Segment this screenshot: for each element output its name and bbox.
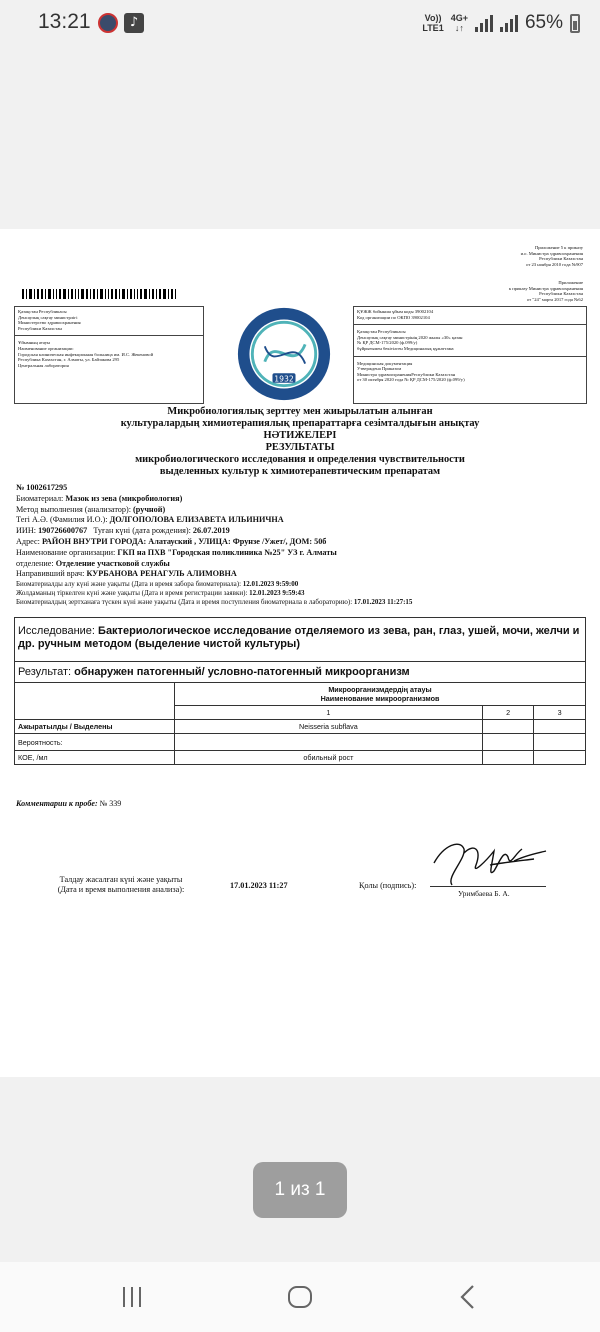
barcode-bar bbox=[78, 289, 79, 299]
barcode-bar bbox=[97, 289, 98, 299]
analysis-date-value: 17.01.2023 11:27 bbox=[230, 881, 288, 890]
barcode bbox=[22, 289, 212, 299]
4g-indicator: 4G+ ↓↑ bbox=[450, 13, 468, 33]
result-cell: Результат: обнаружен патогенный/ условно-патогенный микроорганизм bbox=[15, 662, 586, 683]
barcode-bar bbox=[75, 289, 76, 299]
barcode-bar bbox=[119, 289, 120, 299]
patient-name-field: Тегі А.Ә. (Фамилия И.О.): ДОЛГОПОЛОВА ЕЛИЗАВЕТА ИЛЬИНИЧНА bbox=[16, 515, 284, 525]
volte-indicator: Vo)) LTE1 bbox=[422, 13, 444, 33]
signature-block bbox=[0, 869, 600, 919]
back-icon bbox=[458, 1284, 478, 1310]
barcode-bar bbox=[37, 289, 39, 299]
barcode-bar bbox=[56, 289, 57, 299]
study-cell: Исследование: Бактериологическое исследование отделяемого из зева, ран, глаз, ушей, мочи, желчи и др. ручным методом (выделение чистой культуры) bbox=[15, 618, 586, 662]
barcode-bar bbox=[41, 289, 43, 299]
column-header: 1 bbox=[175, 706, 483, 720]
barcode-bar bbox=[100, 289, 103, 299]
arrival-date-field: Биоматериалдың зертханаға түскен күні және уақыты (Дата и время поступления биоматериала в лабораторию): 17.01.2023 11:27:15 bbox=[16, 598, 413, 607]
issuer-box: Қазақстан Республикасы Денсаулық сақтау министрлігі Министерство здравоохранения Республики Казахстан Ұйымның атауы Наименование организации: Городская клиническая инфекционная больница им. И.С. Жекеновой Республика Казахстан, г. Алматы, ул. Байзакова 295 Центральная лаборатория bbox=[14, 306, 204, 404]
document-code-box: ҚҰЖЖ бойынша ұйым коды 39002104 Код организации по ОКПО 39002104 Қазақстан Республикасы Денсаулық сақтау министрінің 2020 жылы «30» қазан № ҚР ДСМ-175/2020 (ф.099/у) бұйрығымен бекітілген Медициналық құжаттама Медицинская документация Утверждена Приказом Министра здравоохраненияРеспублики Казахстан от 30 октября 2020 года № ҚР ДСМ-175/2020 (ф.099/у) bbox=[353, 306, 587, 404]
organization-field: Наименование организации: ГКП на ПХВ "Городская поликлиника №25" УЗ г. Алматы bbox=[16, 547, 337, 557]
barcode-bar bbox=[90, 289, 91, 299]
sampling-date-field: Биоматериалды алу күні және уақыты (Дата и время забора биоматериала): 12.01.2023 9:59:00 bbox=[16, 580, 299, 589]
biomaterial-field: Биоматериал: Мазок из зева (микробиология) bbox=[16, 493, 183, 503]
analysis-date-label: Талдау жасалған күні және уақыты (Дата и время выполнения анализа): bbox=[57, 875, 185, 894]
back-button[interactable] bbox=[448, 1282, 488, 1312]
signature-label: Қолы (подпись): bbox=[359, 881, 417, 890]
sample-comment: Комментарии к пробе: № 339 bbox=[16, 799, 122, 808]
signal-icon bbox=[475, 15, 493, 32]
document-page[interactable] bbox=[0, 229, 600, 1077]
handwritten-signature bbox=[430, 831, 550, 891]
barcode-bar bbox=[152, 289, 154, 299]
barcode-bar bbox=[34, 289, 35, 299]
department-field: отделение: Отделение участковой службы bbox=[16, 558, 170, 568]
barcode-bar bbox=[108, 289, 109, 299]
table-row: КОЕ, /мл обильный рост bbox=[15, 751, 586, 765]
home-button[interactable] bbox=[280, 1282, 320, 1312]
document-number: № 1002617295 bbox=[16, 483, 68, 492]
barcode-bar bbox=[59, 289, 61, 299]
barcode-bar bbox=[163, 289, 166, 299]
barcode-bar bbox=[140, 289, 142, 299]
barcode-bar bbox=[93, 289, 95, 299]
address-field: Адрес: РАЙОН ВНУТРИ ГОРОДА: Алатауский , УЛИЦА: Фрунзе /Ужет/, ДОМ: 50б bbox=[16, 536, 327, 546]
results-table bbox=[14, 617, 586, 765]
column-header: 2 bbox=[482, 706, 534, 720]
barcode-bar bbox=[26, 289, 27, 299]
barcode-bar bbox=[86, 289, 88, 299]
barcode-bar bbox=[71, 289, 73, 299]
barcode-bar bbox=[105, 289, 106, 299]
signature-line bbox=[430, 886, 546, 887]
status-time: 13:21 bbox=[38, 10, 91, 33]
order-reference-2: Приложение к приказу Министра здравоохранения Республики Казахстан от "24" марта 2017 года №62 bbox=[508, 280, 583, 302]
battery-percent: 65% bbox=[524, 12, 563, 33]
document-title: Микробиологиялық зерттеу мен жиырылатын алынған культуралардың химиотерапиялық препараттарға сезімталдығын анықтау НӘТИЖЕЛЕРІ РЕЗУЛЬТАТЫ микробиологического исследования и определения чувствительности выделенных культур к химиотерапевтическим препаратам bbox=[120, 406, 480, 477]
barcode-bar bbox=[81, 289, 84, 299]
barcode-bar bbox=[144, 289, 147, 299]
barcode-bar bbox=[127, 289, 128, 299]
home-icon bbox=[287, 1285, 313, 1309]
column-header: 3 bbox=[534, 706, 586, 720]
page-indicator: 1 из 1 bbox=[253, 1162, 347, 1218]
battery-icon bbox=[570, 14, 580, 33]
patient-fields bbox=[16, 483, 596, 607]
barcode-bar bbox=[29, 289, 32, 299]
barcode-bar bbox=[156, 289, 157, 299]
signal-2-icon bbox=[500, 15, 518, 32]
method-field: Метод выполнения (анализатор): (ручной) bbox=[16, 504, 166, 514]
barcode-bar bbox=[171, 289, 173, 299]
table-row: Ажыратылды / Выделены Neisseria subflava bbox=[15, 720, 586, 734]
signer-name: Уримбаева Б. А. bbox=[458, 889, 510, 898]
organism-header: Микроорганизмдердің атауы Наименование микроорганизмов bbox=[175, 683, 586, 706]
order-reference-1: Приложение 5 к приказу и.о. Министра здравоохранения Республики Казахстан от 23 ноября 2010 года №907 bbox=[520, 245, 583, 267]
barcode-bar bbox=[149, 289, 150, 299]
barcode-bar bbox=[130, 289, 132, 299]
barcode-bar bbox=[111, 289, 113, 299]
barcode-bar bbox=[168, 289, 169, 299]
recent-apps-icon bbox=[120, 1285, 144, 1309]
barcode-bar bbox=[68, 289, 69, 299]
navigation-bar bbox=[0, 1262, 600, 1332]
barcode-bar bbox=[115, 289, 117, 299]
status-icons bbox=[422, 10, 580, 36]
barcode-bar bbox=[45, 289, 46, 299]
barcode-bar bbox=[22, 289, 24, 299]
barcode-bar bbox=[63, 289, 66, 299]
notification-app-icon bbox=[98, 13, 118, 33]
barcode-bar bbox=[134, 289, 135, 299]
music-app-icon: ♪ bbox=[124, 13, 144, 33]
registration-date-field: Жолдаманың тіркелген күні және уақыты (Дата и время регистрации заявки): 12.01.2023 9:59:43 bbox=[16, 589, 305, 598]
barcode-bar bbox=[159, 289, 161, 299]
recent-apps-button[interactable] bbox=[112, 1282, 152, 1312]
doctor-field: Направивший врач: КУРБАНОВА РЕНАГУЛЬ АЛИМОВНА bbox=[16, 569, 237, 579]
hospital-seal-logo bbox=[236, 306, 332, 402]
barcode-bar bbox=[53, 289, 54, 299]
barcode-bar bbox=[48, 289, 51, 299]
status-bar bbox=[0, 0, 600, 46]
barcode-bar bbox=[122, 289, 125, 299]
barcode-bar bbox=[137, 289, 138, 299]
iin-field: ИИН: 190726600767 Туған күні (дата рождения): 26.07.2019 bbox=[16, 526, 230, 536]
table-row: Вероятность: bbox=[15, 734, 586, 751]
svg-text:1932: 1932 bbox=[274, 374, 294, 384]
barcode-bar bbox=[175, 289, 176, 299]
